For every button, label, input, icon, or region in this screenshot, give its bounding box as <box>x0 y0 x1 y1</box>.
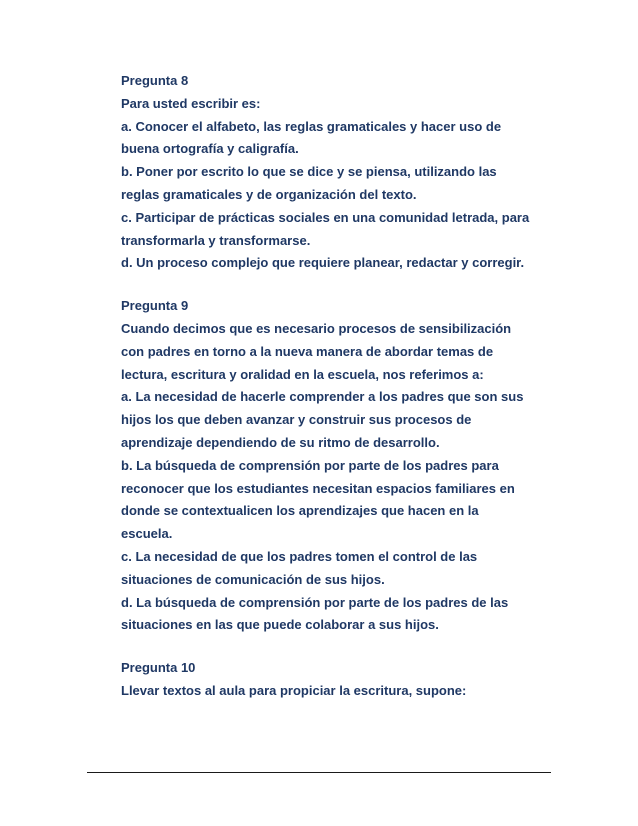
question-10-heading: Pregunta 10 <box>121 660 196 676</box>
question-9-option-c-cont: situaciones de comunicación de sus hijos. <box>121 571 385 587</box>
question-9-option-b-cont-1: reconocer que los estudiantes necesitan espacios familiares en <box>121 480 515 496</box>
question-8-option-a-cont: buena ortografía y caligrafía. <box>121 141 299 157</box>
question-8-option-c-cont: transformarla y transformarse. <box>121 232 311 248</box>
question-9-option-a-cont-1: hijos los que deben avanzar y construir sus procesos de <box>121 412 472 428</box>
question-8-option-a: a. Conocer el alfabeto, las reglas gramaticales y hacer uso de <box>121 118 502 134</box>
question-10 <box>121 657 561 703</box>
question-9-prompt-cont-1: con padres en torno a la nueva manera de abordar temas de <box>121 343 494 359</box>
question-9-option-a-cont-2: aprendizaje dependiendo de su ritmo de desarrollo. <box>121 434 440 450</box>
question-9-option-c: c. La necesidad de que los padres tomen el control de las <box>121 548 478 564</box>
footer-divider <box>87 772 551 773</box>
question-9-prompt: Cuando decimos que es necesario procesos de sensibilización <box>121 320 512 336</box>
question-9-option-b-cont-3: escuela. <box>121 526 173 542</box>
questions-list <box>121 70 561 723</box>
question-8-heading: Pregunta 8 <box>121 73 189 88</box>
question-8-option-c: c. Participar de prácticas sociales en una comunidad letrada, para <box>121 209 530 225</box>
question-8-option-d: d. Un proceso complejo que requiere planear, redactar y corregir. <box>121 255 525 271</box>
question-9-option-a: a. La necesidad de hacerle comprender a los padres que son sus <box>121 389 524 405</box>
question-10-prompt: Llevar textos al aula para propiciar la escritura, supone: <box>121 682 467 698</box>
question-9 <box>121 295 561 637</box>
question-8-option-b: b. Poner por escrito lo que se dice y se piensa, utilizando las <box>121 164 497 180</box>
question-9-option-b-cont-2: donde se contextualicen los aprendizajes que hacen en la <box>121 503 479 519</box>
question-9-option-d-cont: situaciones en las que puede colaborar a sus hijos. <box>121 617 439 633</box>
question-8 <box>121 70 561 275</box>
question-9-prompt-cont-2: lectura, escritura y oralidad en la escuela, nos referimos a: <box>121 366 484 382</box>
question-9-heading: Pregunta 9 <box>121 298 189 314</box>
question-8-prompt: Para usted escribir es: <box>121 95 261 111</box>
question-9-option-d: d. La búsqueda de comprensión por parte de los padres de las <box>121 594 509 610</box>
question-8-option-b-cont: reglas gramaticales y de organización del texto. <box>121 186 417 202</box>
question-9-option-b: b. La búsqueda de comprensión por parte de los padres para <box>121 457 499 473</box>
